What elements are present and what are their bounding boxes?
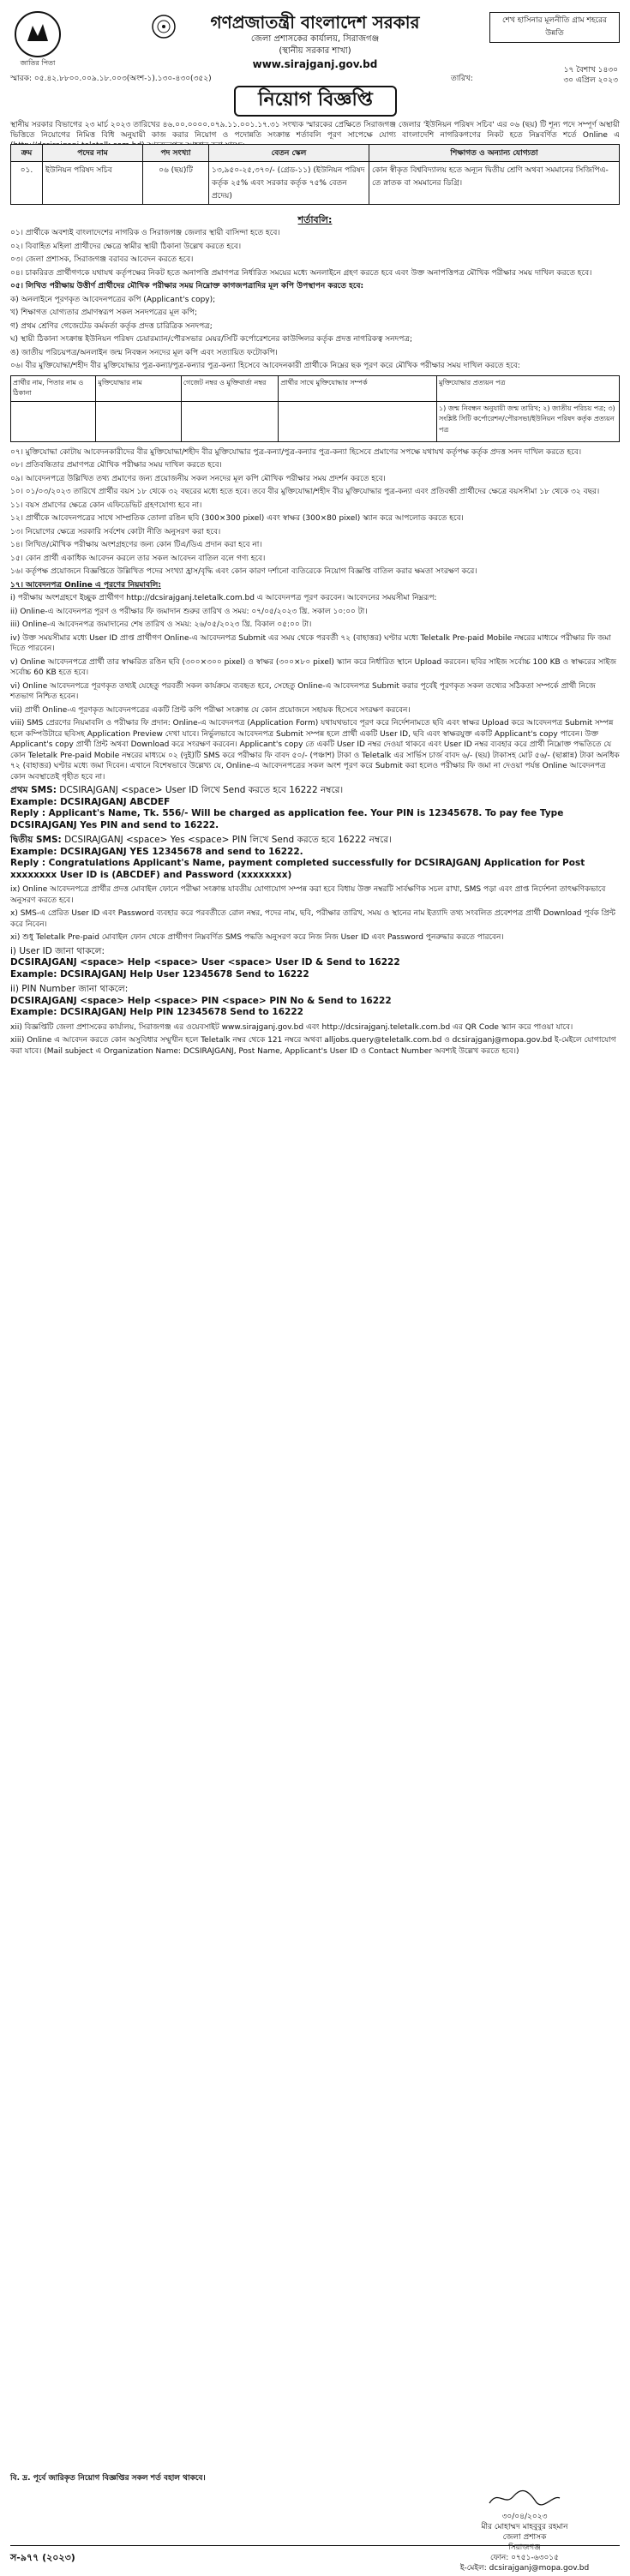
list-item: ঘ) স্থায়ী ঠিকানা সংক্রান্ত ইউনিয়ন পরিষদ চেয়ারম্যান/পৌরসভার মেয়র/সিটি কর্পোরেশনের কাউন্সিলর কর্তৃক প্রদত্ত নাগরিকত্ব সনদপত্র; xyxy=(10,335,413,344)
divider xyxy=(10,2545,620,2546)
logo-caption: জাতির পিতা xyxy=(20,59,56,67)
recover-pin-format: DCSIRAJGANJ <space> Help <space> PIN <space> PIN No & Send to 16222 xyxy=(10,995,392,1006)
date-english: ৩০ এপ্রিল ২০২৩ xyxy=(563,76,618,85)
list-item: ক) অনলাইনে পূরণকৃত আবেদনপত্রের কপি (Applicant's copy); xyxy=(10,295,216,304)
table-header: বেতন স্কেল xyxy=(209,145,369,162)
signature-icon xyxy=(486,2488,563,2508)
table-header: গেজেট নম্বর ও মুক্তিবার্তা নম্বর xyxy=(181,375,279,401)
list-item: গ) প্রথম শ্রেণির গেজেটেড কর্মকর্তা কর্তৃক প্রদত্ত চারিত্রিক সনদপত্র; xyxy=(10,321,213,331)
list-item: ১৫। কোন প্রার্থী একাধিক আবেদন করলে তার সকল আবেদন বাতিল বলে গণ্য হবে। xyxy=(10,554,266,563)
sign-date: ৩০/০৪/২০২৩ xyxy=(501,2513,548,2521)
signatory-district: সিরাজগঞ্জ xyxy=(508,2543,541,2552)
qualification: কোন স্বীকৃত বিশ্ববিদ্যালয় হতে অন্যূন দ্বিতীয় শ্রেণি অথবা সমমানের সিজিপিএ-তে স্নাতক বা সমমানের ডিগ্রি। xyxy=(369,162,620,205)
documents-heading: ০৫। লিখিত পরীক্ষায় উত্তীর্ণ প্রার্থীদের মৌখিক পরীক্ষার সময় নিম্নোক্ত কাগজপত্রাদির মূল কপি উপস্থাপন করতে হবে: xyxy=(10,282,364,291)
memo-number: স্মারক: ০৫.৪২.৮৮০০.০০৯.১৮.০০৩(অংশ-১).১৩০-৪৩০(৩৫২) xyxy=(10,75,212,83)
ff-table-note: ১) জন্ম নিবন্ধন অনুযায়ী জন্ম তারিখ; ২) জাতীয় পরিচয় পত্র; ৩) সংশ্লিষ্ট সিটি কর্পোরেশন/পৌরসভা/ইউনিয়ন পরিষদ কর্তৃক প্রত্যয়ন পত্র xyxy=(436,401,619,441)
signatory-phone: ফোন: ০৭৫১-৬৩০১৫ xyxy=(490,2554,559,2562)
first-sms-format: DCSIRAJGANJ <space> User ID লিখে Send করতে হবে 16222 নম্বরে। xyxy=(59,785,344,795)
freedom-fighter-note: ০৬। বীর মুক্তিযোদ্ধা/শহীদ বীর মুক্তিযোদ্ধার পুত্র-কন্যা/পুত্র-কন্যার পুত্র-কন্যা হিসেবে আবেদনকারী প্রার্থীকে নিম্নের ছক পূরণ করে মৌখিক পরীক্ষার সময় দাখিল করতে হবে: xyxy=(10,362,520,370)
online-heading: ১৭। আবেদনপত্র Online এ পূরণের নিয়মাবলি: xyxy=(10,580,161,590)
list-item: ০১। প্রার্থীকে অবশ্যই বাংলাদেশের নাগরিক ও সিরাজগঞ্জ জেলার স্থায়ী বাসিন্দা হতে হবে। xyxy=(10,229,280,237)
second-sms-label: দ্বিতীয় SMS: xyxy=(10,835,62,845)
signatory-email[interactable]: ই-মেইল: dcsirajganj@mopa.gov.bd xyxy=(459,2564,590,2573)
list-item: ১১। বয়স প্রমাণের ক্ষেত্রে কোন এফিডেভিট গ্রহণযোগ্য হবে না। xyxy=(10,500,202,510)
notice-header xyxy=(7,7,623,111)
first-sms-label: প্রথম SMS: xyxy=(10,785,57,795)
government-name: গণপ্রজাতন্ত্রী বাংলাদেশ সরকার xyxy=(210,12,420,33)
list-item: ০২। বিবাহিত মহিলা প্রার্থীদের ক্ষেত্রে স্বামীর স্থায়ী ঠিকানা উল্লেখ করতে হবে। xyxy=(10,242,242,251)
list-item: ০৯। আবেদনপত্রে উল্লিখিত তথ্য প্রমাণের জন্য প্রয়োজনীয় সকল সনদের মূল কপি মৌখিক পরীক্ষার সময় প্রদর্শন করতে হবে। xyxy=(10,474,386,483)
table-header: প্রার্থীর সাথে মুক্তিযোদ্ধার সম্পর্ক xyxy=(279,375,437,401)
slogan-box: শেখ হাসিনার মূলনীতি গ্রাম শহরের উন্নতি xyxy=(489,12,620,43)
list-item: iii) Online-এ আবেদনপত্র জমাদানের শেষ তারিখ ও সময়: ২৬/০৫/২০২৩ খ্রি. বিকাল ০৫:০০ টা। xyxy=(10,620,312,629)
list-item: ১৪। লিখিত/মৌখিক পরীক্ষায় অংশগ্রহণের জন্য কোন টিএ/ডিএ প্রদান করা হবে না। xyxy=(10,541,262,549)
table-row xyxy=(11,162,620,205)
table-row xyxy=(11,375,620,401)
list-item: xii) বিজ্ঞপ্তিটি জেলা প্রশাসকের কার্যালয়, সিরাজগঞ্জ এর ওয়েবসাইট www.sirajganj.gov.bd এবং http://dcsirajganj.teletalk.com.bd এর QR Code স্ক্যান করে পাওয়া যাবে। xyxy=(10,1022,573,1032)
second-sms-example: Example: DCSIRAJGANJ YES 12345678 and send to 16222. xyxy=(10,846,303,857)
post-serial: ০১. xyxy=(11,162,43,205)
post-table xyxy=(10,144,620,205)
list-item: ১৩। নিয়োগের ক্ষেত্রে সরকারি সর্বশেষ কোটা নীতি অনুসরণ করা হবে। xyxy=(10,527,221,536)
recover-pin-example: Example: DCSIRAJGANJ Help PIN 12345678 Send to 16222 xyxy=(10,1007,303,1017)
signatory-name: মীর মোহাম্মদ মাহবুবুর রহমান xyxy=(481,2523,568,2531)
recover-user-format: DCSIRAJGANJ <space> Help <space> User <space> User ID & Send to 16222 xyxy=(10,957,400,967)
post-name: ইউনিয়ন পরিষদ সচিব xyxy=(43,162,143,205)
conditions-list xyxy=(10,228,620,1059)
table-header: মুক্তিযোদ্ধার নাম xyxy=(96,375,181,401)
table-header: পদ সংখ্যা xyxy=(143,145,209,162)
footer-code: স-৯৭৭ (২০২৩) xyxy=(10,2552,75,2563)
list-item: v) Online আবেদনপত্রে প্রার্থী তার স্বাক্ষরিত রঙিন ছবি (৩০০×৩০০ pixel) ও স্বাক্ষর (৩০০×৮০ pixel) স্ক্যান করে নির্ধারিত স্থানে Upload করবেন। ছবির সাইজ সর্বোচ্চ 100 KB ও স্বাক্ষরের সাইজ সর্বোচ্চ 60 KB হতে হবে। xyxy=(10,657,617,677)
recover-pin-block xyxy=(10,984,620,1019)
office-name: জেলা প্রশাসকের কার্যালয়, সিরাজগঞ্জ xyxy=(250,34,380,44)
pay-scale: ১৩,৯৫০-২৫,৩৭০/- (গ্রেড-১১) (ইউনিয়ন পরিষদ কর্তৃক ২৫% এবং সরকার কর্তৃক ৭৫% বেতন প্রদেয়) xyxy=(209,162,369,205)
list-item: viii) SMS প্রেরণের নিয়মাবলি ও পরীক্ষার ফি প্রদান: Online-এ আবেদনপত্র (Application Form) যথাযথভাবে পূরণ করে নির্দেশনামতে ছবি এবং স্বাক্ষর Upload করে আবেদনপত্র Submit সম্পন্ন হলে কম্পিউটারে ছবিসহ Application Preview দেখা যাবে। নির্ভুলভাবে আবেদনপত্র Submit সম্পন্ন হলে প্রার্থী একটি User ID, ছবি এবং স্বাক্ষরযুক্ত একটি Applicant's copy পাবেন। উক্ত Applicant's copy প্রার্থী প্রিন্ট অথবা Download করে সংরক্ষণ করবেন। Applicant's copy তে একটি User ID নম্বর দেওয়া থাকবে এবং User ID নম্বর ব্যবহার করে প্রার্থী নিম্নোক্ত পদ্ধতিতে যে কোন Teletalk Pre-paid Mobile নম্বরের মাধ্যমে ০২ (দুই)টি SMS করে পরীক্ষার ফি বাবদ ৫০/- (পঞ্চাশ) টাকা ও Teletalk এর সার্ভিস চার্জ বাবদ ৬/- (ছয়) টাকাসহ মোট ৫৬/- (ছাপ্পান্ন) টাকা অনধিক ৭২ (বাহাত্তর) ঘণ্টার মধ্যে জমা দিবেন। এখানে বিশেষভাবে উল্লেখ্য যে, Online-এ আবেদনপত্রের সকল অংশ পূরণ করে Submit করা হলেও পরীক্ষার ফি জমা না দেওয়া পর্যন্ত Online আবেদনপত্র কোন অবস্থাতেই গৃহীত হবে না। xyxy=(10,719,620,782)
first-sms-reply: Reply : Applicant's Name, Tk. 556/- Will be charged as application fee. Your PIN is 12345678. To pay fee Type DCSIRAJGANJ Yes PIN and send to 16222. xyxy=(10,808,564,830)
recover-user-example: Example: DCSIRAJGANJ Help User 12345678 Send to 16222 xyxy=(10,968,309,979)
first-sms-example: Example: DCSIRAJGANJ ABCDEF xyxy=(10,796,171,807)
list-item: xiii) Online এ আবেদন করতে কোন অসুবিধার সম্মুখীন হলে Teletalk নম্বর থেকে 121 নম্বরে অথবা alljobs.query@teletalk.com.bd ও dcsirajganj@mopa.gov.bd ই-মেইলে যোগাযোগ করা যাবে। (Mail subject এ Organization Name: DCSIRAJGANJ, Post Name, Applicant's User ID ও Contact Number অবশ্যই উল্লেখ করতে হবে।) xyxy=(10,1036,616,1056)
second-sms-block xyxy=(10,835,620,881)
list-item: ii) Online-এ আবেদনপত্র পূরণ ও পরীক্ষার ফি জমাদান শুরুর তারিখ ও সময়: ০৭/০৫/২০২৩ খ্রি. সকাল ১০:০০ টা। xyxy=(10,607,368,616)
intro-paragraph: স্থানীয় সরকার বিভাগের ২৩ মার্চ ২০২৩ তারিখের ৪৬.০০.০০০০.০৭৯.১১.০০১.১৭.৩১ সংখ্যক স্মারকের প্রেক্ষিতে সিরাজগঞ্জ জেলার 'ইউনিয়ন পরিষদ সচিব' এর ০৬ (ছয়) টি শূন্য পদে সম্পূর্ণ অস্থায়ী ভিত্তিতে নিয়োগের নিমিত্ত বিধি অনুযায়ী কাজ করার নিয়োগ ও পদোন্নতি সংক্রান্ত শর্তাবলি পূরণ সাপেক্ষে যোগ্য বাংলাদেশি নাগরিকগণের নিকট হতে নিম্নবর্ণিত শর্তে Online এ xyxy=(10,121,620,140)
recover-user-block xyxy=(10,946,620,981)
list-item: vi) Online আবেদনপত্রে পূরণকৃত তথ্যই যেহেতু পরবর্তী সকল কার্যক্রমে ব্যবহৃত হবে, সেহেতু Online-এ আবেদনপত্র Submit করার পূর্বেই পূরণকৃত সকল তথ্যের সঠিকতা সম্পর্কে প্রার্থী নিজে শতভাগ নিশ্চিত হবেন। xyxy=(10,681,596,701)
date-bangla: ১৭ বৈশাখ ১৪৩০ xyxy=(563,66,618,75)
list-item: ১৬। কর্তৃপক্ষ প্রয়োজনে বিজ্ঞপ্তিতে উল্লিখিত পদের সংখ্যা হ্রাস/বৃদ্ধি এবং কোন কারণ দর্শানো ব্যতিরেকে নিয়োগ বিজ্ঞপ্তি বাতিল করার ক্ষমতা সংরক্ষণ করে। xyxy=(10,567,477,576)
list-item: x) SMS-এ প্রেরিত User ID এবং Password ব্যবহার করে পরবর্তীতে রোল নম্বর, পদের নাম, ছবি, পরীক্ষার তারিখ, সময় ও স্থানের নাম ইত্যাদি তথ্য সংবলিত প্রবেশপত্র প্রার্থী Download পূর্বক প্রিন্ট করে নিবেন। xyxy=(10,909,615,929)
list-item: ০৩। জেলা প্রশাসক, সিরাজগঞ্জ বরাবর আবেদন করতে হবে। xyxy=(10,255,194,264)
signatory-designation: জেলা প্রশাসক xyxy=(502,2533,547,2542)
issue-date xyxy=(563,65,618,86)
table-row xyxy=(11,401,620,441)
table-header: মুক্তিযোদ্ধার প্রত্যয়ন পত্র xyxy=(436,375,619,401)
list-item: ১২। প্রার্থীকে আবেদনপত্রের সাথে সাম্প্রতিক তোলা রঙিন ছবি (300×300 pixel) এবং স্বাক্ষর (300×80 pixel) স্ক্যান করে আপলোড করতে হবে। xyxy=(10,514,464,523)
second-sms-reply: Reply : Congratulations Applicant's Name, payment completed successfully for DCSIRAJGANJ Application for Post xxxxxxxx User ID is (ABCDEF) and Password (xxxxxxxx) xyxy=(10,858,585,880)
list-item: ix) Online আবেদনপত্রে প্রার্থীর প্রদত্ত মোবাইল ফোনে পরীক্ষা সংক্রান্ত যাবতীয় যোগাযোগ সম্পন্ন করা হবে বিধায় উক্ত নম্বরটি সার্বক্ষণিক সচল রাখা, SMS পড়া এবং প্রাপ্ত নির্দেশনা তাৎক্ষণিকভাবে অনুসরণ করতে হবে। xyxy=(10,885,606,905)
recover-user-label: i) User ID জানা থাকলে: xyxy=(10,945,105,956)
list-item: xi) শুধু Teletalk Pre-paid মোবাইল ফোন থেকে প্রার্থীগণ নিম্নবর্ণিত SMS পদ্ধতি অনুসরণ করে নিজ নিজ User ID এবং Password পুনরুদ্ধার করতে পারবেন। xyxy=(10,933,504,942)
recruitment-notice xyxy=(7,7,623,2573)
table-header: প্রার্থীর নাম, পিতার নাম ও ঠিকানা xyxy=(11,375,96,401)
table-header: শিক্ষাগত ও অন্যান্য যোগ্যতা xyxy=(369,145,620,162)
table-header: ক্রম xyxy=(11,145,43,162)
list-item: ১০। ০১/০৩/২০২৩ তারিখে প্রার্থীর বয়স ১৮ থেকে ৩২ বছরের মধ্যে হতে হবে। তবে বীর মুক্তিযোদ্ধা/শহীদ বীর মুক্তিযোদ্ধার পুত্র-কন্যা এবং প্রতিবন্ধী প্রার্থীদের ক্ষেত্রে বয়সসীমা ১৮ থেকে ৩২ বছর। xyxy=(10,488,600,496)
list-item: iv) উক্ত সময়সীমার মধ্যে User ID প্রাপ্ত প্রার্থীগণ Online-এ আবেদনপত্র Submit এর সময় থেকে পরবর্তী ৭২ (বাহাত্তর) ঘণ্টার মধ্যে Teletalk Pre-paid Mobile নম্বরের মাধ্যমে পরীক্ষার ফি জমা দিতে পারবেন। xyxy=(10,633,611,653)
post-table-header xyxy=(11,145,620,162)
list-item: ০৮। প্রতিবন্ধিতার প্রমাণপত্র মৌখিক পরীক্ষার সময় দাখিল করতে হবে। xyxy=(10,461,222,470)
list-item: i) পরীক্ষায় অংশগ্রহণে ইচ্ছুক প্রার্থীগণ http://dcsirajganj.teletalk.com.bd এ আবেদনপত্র পূরণ করবেন। আবেদনের সময়সীমা নিম্নরূপ: xyxy=(10,594,437,602)
section-name: (স্থানীয় সরকার শাখা) xyxy=(279,46,351,56)
first-sms-block xyxy=(10,785,620,831)
conditions-heading: শর্তাবলি: xyxy=(297,214,333,225)
list-item: খ) শিক্ষাগত যোগ্যতার প্রমাণস্বরূপ সকল সনদপত্রের মূল কপি; xyxy=(10,309,198,317)
freedom-fighter-table xyxy=(10,375,620,442)
table-header: পদের নাম xyxy=(43,145,143,162)
website-link[interactable]: www.sirajganj.gov.bd xyxy=(252,58,378,70)
notice-title: নিয়োগ বিজ্ঞপ্তি xyxy=(234,86,397,117)
list-item: vii) প্রার্থী Online-এ পূরণকৃত আবেদনপত্রের একটি প্রিন্ট কপি পরীক্ষা সংক্রান্ত যে কোন প্রয়োজনে সহায়ক হিসেবে সংরক্ষণ করবেন। xyxy=(10,705,411,715)
list-item: ০৪। চাকরিরত প্রার্থীগণকে যথাযথ কর্তৃপক্ষের নিকট হতে অনাপত্তি প্রমাণপত্র নির্ধারিত সময়ের মধ্যে অনলাইনে গ্রহণ করতে হবে এবং উক্ত অনাপত্তিপত্র মৌখিক পরীক্ষার সময় দাখিল করতে হবে। xyxy=(10,268,592,278)
post-count: ০৬ (ছয়)টি xyxy=(143,162,209,205)
recover-pin-label: ii) PIN Number জানা থাকলে: xyxy=(10,984,129,994)
list-item: ০৭। মুক্তিযোদ্ধা কোটায় আবেদনকারীদের বীর মুক্তিযোদ্ধা/শহীদ বীর মুক্তিযোদ্ধার পুত্র-কন্যা/পুত্র-কন্যার পুত্র-কন্যা হিসেবে প্রমাণের সপক্ষে যথাযথ কর্তৃপক্ষ কর্তৃক প্রদত্ত সনদ দাখিল করতে হবে। xyxy=(10,447,582,457)
second-sms-format: DCSIRAJGANJ <space> Yes <space> PIN লিখে Send করতে হবে 16222 নম্বরে। xyxy=(64,835,392,845)
date-label: তারিখ: xyxy=(451,75,473,83)
signature-block xyxy=(452,2488,597,2573)
bottom-note: বি. দ্র. পূর্বে জারিকৃত নিয়োগ বিজ্ঞপ্তির সকল শর্ত বহাল থাকবে। xyxy=(10,2474,206,2483)
list-item: ঙ) জাতীয় পরিচয়পত্র/অনলাইন জন্ম নিবন্ধন সনদের মূল কপি এবং সত্যায়িত ফটোকপি। xyxy=(10,348,278,357)
